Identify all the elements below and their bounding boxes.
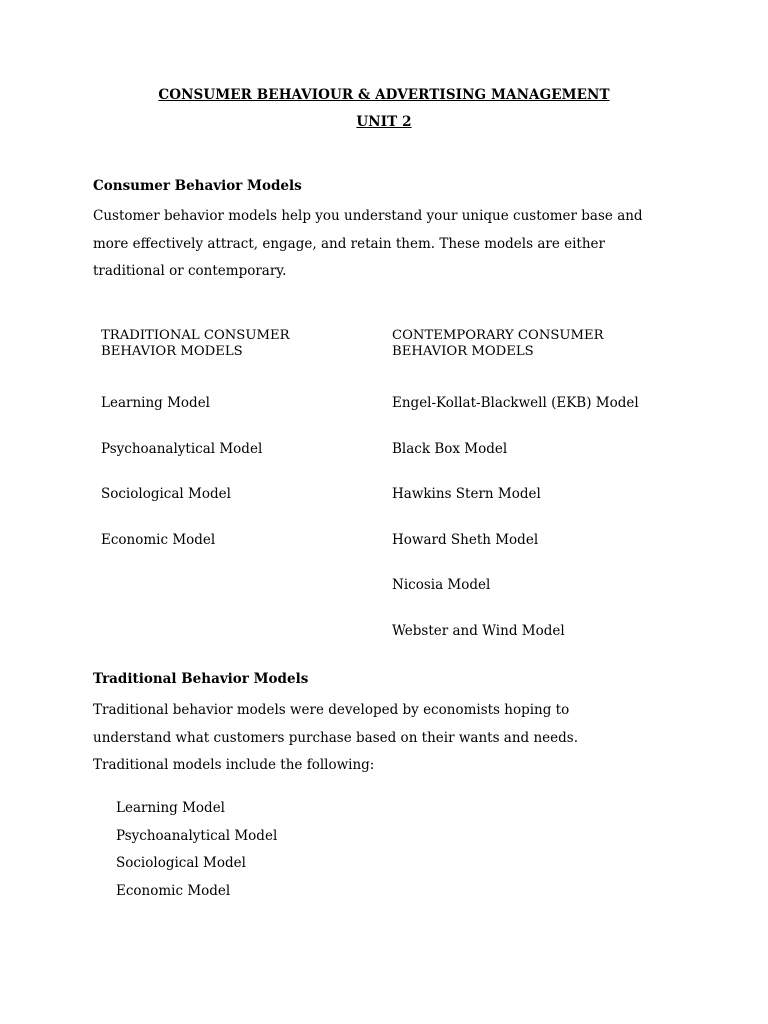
- document-subtitle: UNIT 2: [356, 114, 412, 130]
- header-line: TRADITIONAL CONSUMER: [101, 328, 290, 343]
- list-item: Learning Model: [116, 800, 225, 816]
- table-cell-contemporary: Howard Sheth Model: [392, 532, 539, 548]
- column-header-contemporary: [392, 328, 692, 359]
- paragraph-line: traditional or contemporary.: [93, 263, 287, 279]
- section-heading-traditional-behavior-models: Traditional Behavior Models: [93, 671, 309, 687]
- table-cell-traditional: Sociological Model: [101, 486, 231, 502]
- list-item: Economic Model: [116, 882, 231, 899]
- paragraph-line: understand what customers purchase based on their wants and needs.: [93, 729, 578, 746]
- traditional-models-list: [116, 797, 277, 907]
- paragraph-line: Traditional behavior models were developed by economists hoping to: [93, 702, 570, 718]
- table-cell-traditional: Economic Model: [101, 532, 216, 548]
- section-heading-consumer-behavior-models: Consumer Behavior Models: [93, 178, 302, 194]
- paragraph-line: Customer behavior models help you understand your unique customer base and: [93, 208, 643, 224]
- table-cell-contemporary: Hawkins Stern Model: [392, 486, 541, 502]
- document-title: CONSUMER BEHAVIOUR & ADVERTISING MANAGEMENT: [158, 87, 610, 103]
- contemporary-models-column: [392, 328, 692, 639]
- intro-paragraph: [93, 203, 693, 286]
- models-table: [101, 328, 701, 658]
- traditional-models-column: [101, 328, 381, 548]
- list-item: Psychoanalytical Model: [116, 827, 278, 844]
- table-cell-contemporary: Black Box Model: [392, 441, 508, 457]
- paragraph-line: Traditional models include the following:: [93, 757, 375, 773]
- table-cell-traditional: Learning Model: [101, 395, 210, 411]
- column-header-traditional: [101, 328, 381, 359]
- table-cell-contemporary: Nicosia Model: [392, 577, 491, 593]
- header-line: BEHAVIOR MODELS: [392, 343, 534, 359]
- table-cell-contemporary: Webster and Wind Model: [392, 623, 565, 639]
- table-cell-traditional: Psychoanalytical Model: [101, 441, 263, 457]
- header-line: CONTEMPORARY CONSUMER: [392, 328, 604, 343]
- header-line: BEHAVIOR MODELS: [101, 343, 243, 359]
- paragraph-line: more effectively attract, engage, and retain them. These models are either: [93, 235, 605, 252]
- list-item: Sociological Model: [116, 855, 246, 871]
- traditional-paragraph: [93, 697, 693, 780]
- table-cell-contemporary: Engel-Kollat-Blackwell (EKB) Model: [392, 395, 639, 411]
